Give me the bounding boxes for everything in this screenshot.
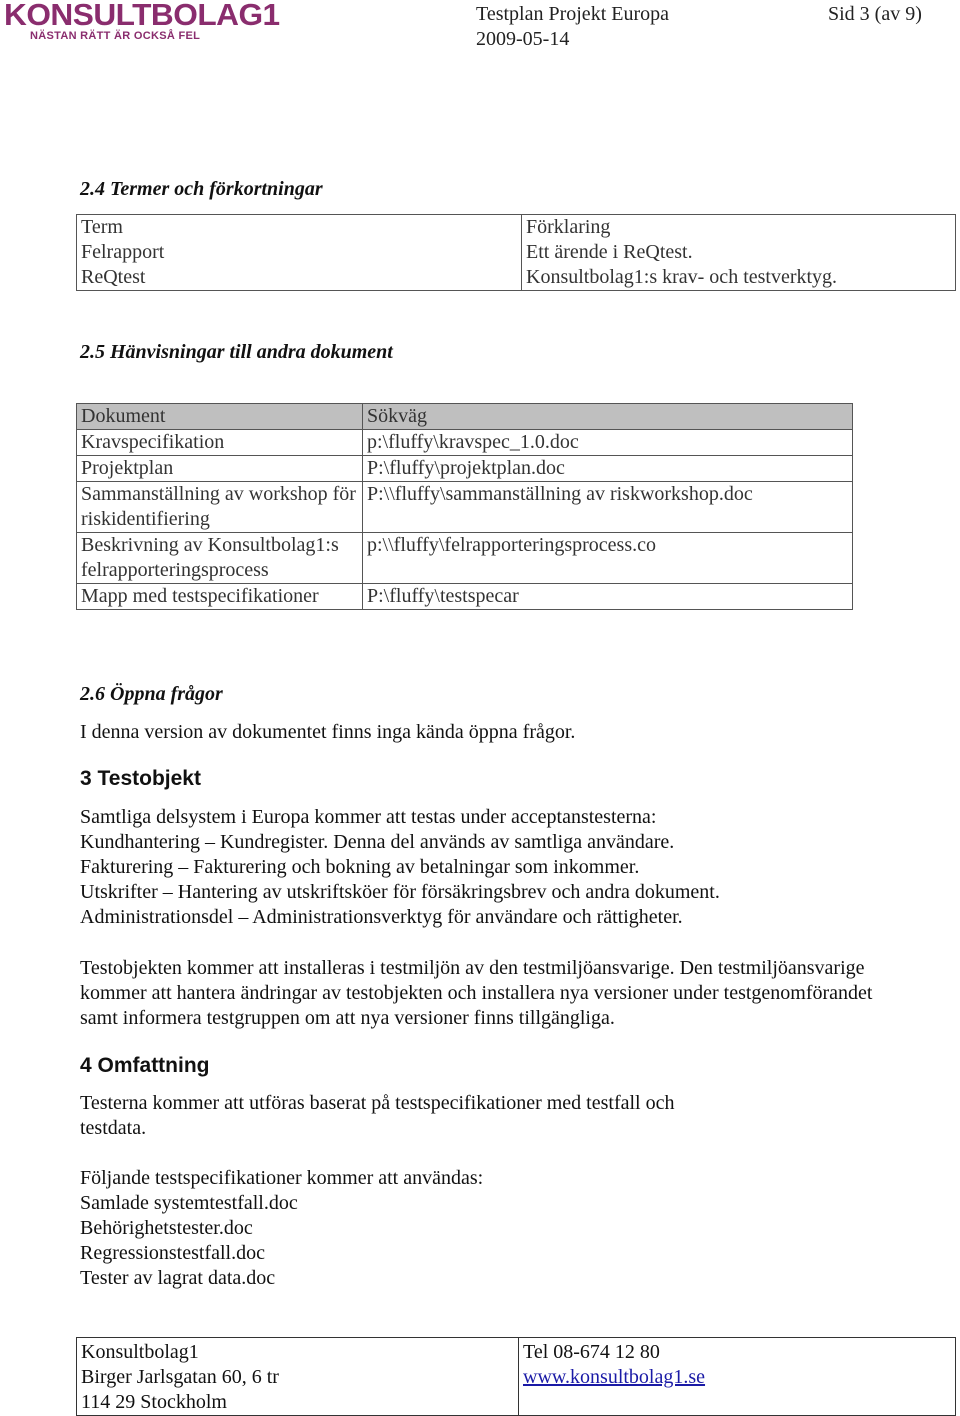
open-questions-text: I denna version av dokumentet finns inga kända öppna frågor. <box>80 721 576 743</box>
postal-address: 114 29 Stockholm <box>81 1391 227 1413</box>
table-cell: Kravspecifikation <box>77 430 363 456</box>
paragraph-line: kommer att hantera ändringar av testobjekten och installera nya versioner under testgenomförandet <box>80 982 873 1004</box>
table-header-cell: Term <box>77 215 522 241</box>
test-objects-list <box>80 805 720 930</box>
list-item: Fakturering – Fakturering och bokning av betalningar som inkommer. <box>80 856 640 878</box>
list-item: Tester av lagrat data.doc <box>80 1267 276 1289</box>
company-name: Konsultbolag1 <box>81 1341 199 1363</box>
section-heading-3: 3 Testobjekt <box>80 767 201 790</box>
table-cell: Projektplan <box>77 456 363 482</box>
table-cell: Beskrivning av Konsultbolag1:s felrapporteringsprocess <box>77 533 363 584</box>
phone-number: Tel 08-674 12 80 <box>523 1341 660 1363</box>
table-row <box>77 533 853 584</box>
paragraph-line: samt informera testgruppen om att nya versioner finns tillgängliga. <box>80 1007 615 1029</box>
table-header-cell: Dokument <box>77 404 363 430</box>
scope-paragraph <box>80 1091 674 1141</box>
table-row <box>77 584 853 610</box>
list-item: Samlade systemtestfall.doc <box>80 1192 298 1214</box>
table-cell: p:\\fluffy\felrapporteringsprocess.co <box>363 533 853 584</box>
test-objects-paragraph <box>80 956 950 1031</box>
paragraph-line: Testerna kommer att utföras baserat på testspecifikationer med testfall och <box>80 1092 675 1114</box>
table-cell: Sammanställning av workshop för riskidentifiering <box>77 482 363 533</box>
table-row <box>77 240 956 265</box>
test-spec-list <box>80 1166 483 1291</box>
section-heading-2-4: 2.4 Termer och förkortningar <box>80 178 323 200</box>
document-date: 2009-05-14 <box>476 28 570 50</box>
table-row <box>77 456 853 482</box>
logo-tagline: NÄSTAN RÄTT ÄR OCKSÅ FEL <box>30 30 201 42</box>
section-heading-4: 4 Omfattning <box>80 1054 210 1077</box>
table-cell: ReQtest <box>77 265 522 291</box>
table-cell: P:\\fluffy\sammanställning av riskworkshop.doc <box>363 482 853 533</box>
table-cell: p:\fluffy\kravspec_1.0.doc <box>363 430 853 456</box>
footer-table <box>76 1337 956 1416</box>
paragraph-line: Testobjekten kommer att installeras i testmiljön av den testmiljöansvarige. Den testmiljöansvarige <box>80 957 865 979</box>
website-link[interactable]: www.konsultbolag1.se <box>523 1366 706 1388</box>
table-row <box>77 482 853 533</box>
references-table <box>76 403 853 610</box>
list-item: Regressionstestfall.doc <box>80 1242 265 1264</box>
street-address: Birger Jarlsgatan 60, 6 tr <box>81 1366 279 1388</box>
table-cell: P:\fluffy\testspecar <box>363 584 853 610</box>
section-heading-2-5: 2.5 Hänvisningar till andra dokument <box>80 341 393 363</box>
table-header-cell: Förklaring <box>522 215 956 241</box>
list-item: Behörighetstester.doc <box>80 1217 253 1239</box>
table-cell: Mapp med testspecifikationer <box>77 584 363 610</box>
list-item: Administrationsdel – Administrationsverktyg för användare och rättigheter. <box>80 906 683 928</box>
table-header-row <box>77 404 853 430</box>
paragraph-line: testdata. <box>80 1117 147 1139</box>
company-logo <box>4 0 304 48</box>
list-item: Samtliga delsystem i Europa kommer att testas under acceptanstesterna: <box>80 806 657 828</box>
table-header-cell: Sökväg <box>363 404 853 430</box>
table-header-row <box>77 215 956 241</box>
list-intro: Följande testspecifikationer kommer att användas: <box>80 1167 484 1189</box>
list-item: Kundhantering – Kundregister. Denna del används av samtliga användare. <box>80 831 675 853</box>
list-item: Utskrifter – Hantering av utskriftsköer för försäkringsbrev och andra dokument. <box>80 881 720 903</box>
document-title: Testplan Projekt Europa <box>476 3 669 25</box>
footer-address <box>77 1338 519 1416</box>
section-heading-2-6: 2.6 Öppna frågor <box>80 683 223 705</box>
table-row <box>77 430 853 456</box>
table-cell: Ett ärende i ReQtest. <box>522 240 956 265</box>
table-row <box>77 265 956 291</box>
page-number: Sid 3 (av 9) <box>828 3 922 25</box>
table-cell: Felrapport <box>77 240 522 265</box>
table-cell: Konsultbolag1:s krav- och testverktyg. <box>522 265 956 291</box>
terms-table <box>76 214 956 291</box>
table-cell: P:\fluffy\projektplan.doc <box>363 456 853 482</box>
footer-contact <box>519 1338 956 1416</box>
logo-name: KONSULTBOLAG1 <box>4 0 280 32</box>
